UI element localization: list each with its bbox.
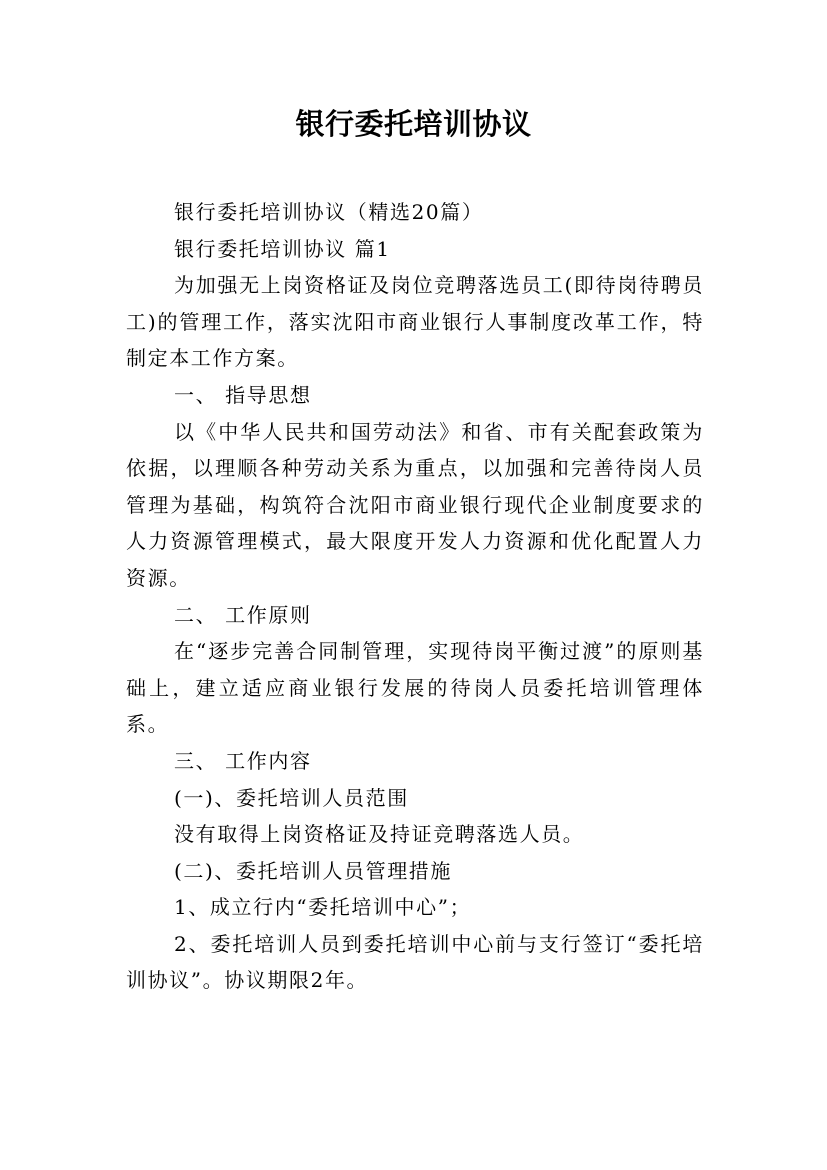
paragraph-scope: 没有取得上岗资格证及持证竞聘落选人员。 <box>174 822 585 847</box>
document-title: 银行委托培训协议 <box>295 107 532 141</box>
paragraph-intro: 为加强无上岗资格证及岗位竞聘落选员工(即待岗待聘员工)的管理工作，落实沈阳市商业银行人事制度改革工作，特制定本工作方案。 <box>126 273 704 371</box>
section-heading-work-principles: 二、 工作原则 <box>174 602 312 627</box>
paragraph-collection-title: 银行委托培训协议（精选20篇） <box>174 200 484 224</box>
subsection-heading-scope: (一)、委托培训人员范围 <box>174 785 409 810</box>
paragraph-article-heading: 银行委托培训协议 篇1 <box>174 236 391 261</box>
paragraph-work-principles: 在“逐步完善合同制管理，实现待岗平衡过渡”的原则基础上，建立适应商业银行发展的待岗人员委托培训管理体系。 <box>126 639 704 737</box>
paragraph-guiding-ideology: 以《中华人民共和国劳动法》和省、市有关配套政策为依据，以理顺各种劳动关系为重点，以加强和完善待岗人员管理为基础，构筑符合沈阳市商业银行现代企业制度要求的人力资源管理模式，最大限度开发人力资源和优化配置人力资源。 <box>126 419 704 590</box>
section-heading-work-content: 三、 工作内容 <box>174 748 312 773</box>
section-heading-guiding-ideology: 一、 指导思想 <box>174 382 312 407</box>
subsection-heading-measures: (二)、委托培训人员管理措施 <box>174 858 453 883</box>
list-item-measure-1: 1、成立行内“委托培训中心”； <box>174 895 472 920</box>
list-item-measure-2: 2、委托培训人员到委托培训中心前与支行签订“委托培训协议”。协议期限2年。 <box>126 931 704 993</box>
document-body <box>126 194 704 999</box>
